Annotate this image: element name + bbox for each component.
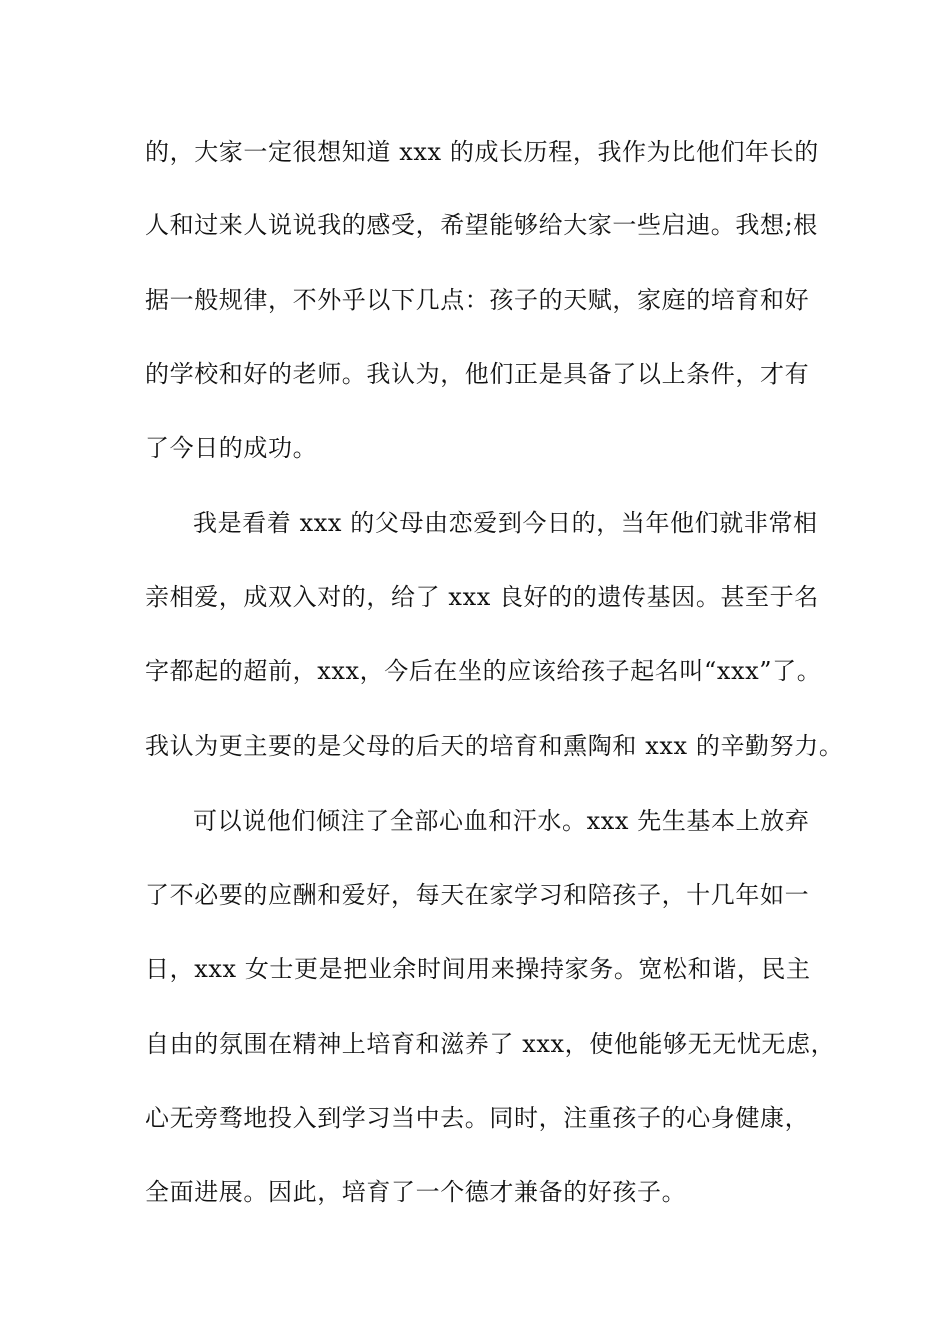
paragraph-1-line-1: 的，大家一定很想知道 xxx 的成长历程，我作为比他们年长的 xyxy=(145,138,819,166)
paragraph-3-line-2: 了不必要的应酬和爱好，每天在家学习和陪孩子，十几年如一 xyxy=(145,881,810,909)
paragraph-1-line-3: 据一般规律，不外乎以下几点：孩子的天赋，家庭的培育和好 xyxy=(145,286,810,314)
paragraph-3-line-4: 自由的氛围在精神上培育和滋养了 xxx，使他能够无无忧无虑， xyxy=(145,1030,836,1058)
paragraph-1-line-2: 人和过来人说说我的感受，希望能够给大家一些启迪。我想;根 xyxy=(145,211,818,239)
paragraph-3-line-3: 日，xxx 女士更是把业余时间用来操持家务。宽松和谐，民主 xyxy=(145,955,811,983)
paragraph-2-line-1: 我是看着 xxx 的父母由恋爱到今日的，当年他们就非常相 xyxy=(193,509,818,537)
paragraph-1-line-5: 了今日的成功。 xyxy=(145,434,318,462)
paragraph-2-line-4: 我认为更主要的是父母的后天的培育和熏陶和 xxx 的辛勤努力。 xyxy=(145,732,844,760)
paragraph-3-line-1: 可以说他们倾注了全部心血和汗水。xxx 先生基本上放弃 xyxy=(193,807,810,835)
paragraph-3-line-5: 心无旁骛地投入到学习当中去。同时，注重孩子的心身健康， xyxy=(145,1104,810,1132)
paragraph-1-line-4: 的学校和好的老师。我认为，他们正是具备了以上条件，才有 xyxy=(145,360,810,388)
paragraph-3-line-6: 全面进展。因此，培育了一个德才兼备的好孩子。 xyxy=(145,1178,687,1206)
paragraph-2-line-2: 亲相爱，成双入对的，给了 xxx 良好的的遗传基因。甚至于名 xyxy=(145,583,819,611)
paragraph-2-line-3: 字都起的超前，xxx，今后在坐的应该给孩子起名叫“xxx”了。 xyxy=(145,657,822,685)
